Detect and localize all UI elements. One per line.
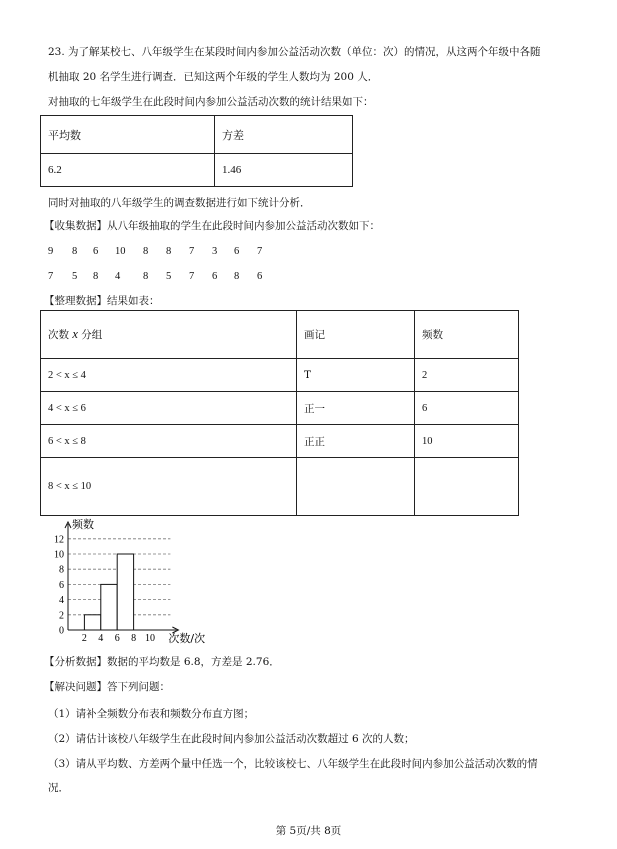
table2-tally-cell: T — [297, 359, 415, 392]
question-line-3: 对抽取的七年级学生在此段时间内参加公益活动次数的统计结果如下： — [48, 96, 374, 108]
x-tick-label: 2 — [81, 633, 87, 644]
y-tick-label: 10 — [54, 549, 64, 561]
y-tick-label: 2 — [59, 610, 64, 622]
page-footer: 第 5页/共 8页 — [275, 825, 342, 837]
table2-frequency-cell: 2 — [415, 359, 519, 392]
data-value: 8 — [143, 246, 149, 257]
organize-data-line: 【整理数据】结果如表： — [44, 295, 160, 307]
table2-header-tally: 画记 — [297, 311, 415, 359]
text-line-grade8: 同时对抽取的八年级学生的调查数据进行如下统计分析． — [48, 197, 311, 209]
data-value: 7 — [189, 271, 195, 282]
histogram-bar — [101, 584, 117, 630]
question-part-2: （2）请估计该校八年级学生在此段时间内参加公益活动次数超过 6 次的人数； — [48, 733, 415, 745]
y-tick-label: 12 — [54, 534, 64, 546]
table1-header-mean: 平均数 — [41, 116, 215, 154]
solve-line: 【解决问题】答下列问题： — [44, 681, 170, 693]
data-value: 6 — [234, 246, 240, 257]
data-value: 8 — [166, 246, 172, 257]
data-value: 7 — [189, 246, 195, 257]
table2-tally-cell: 正一 — [297, 392, 415, 425]
data-value: 6 — [212, 271, 218, 282]
y-axis-label: 频数 — [72, 518, 94, 531]
histogram-bar — [117, 554, 133, 630]
y-tick-label: 6 — [59, 579, 64, 591]
table1-variance-value: 1.46 — [215, 154, 353, 187]
y-tick-label: 4 — [59, 595, 64, 607]
question-part-1: （1）请补全频数分布表和频数分布直方图； — [48, 708, 255, 720]
x-tick-label: 4 — [98, 633, 104, 644]
data-value: 8 — [93, 271, 99, 282]
data-value: 8 — [72, 246, 78, 257]
collect-data-line: 【收集数据】从八年级抽取的学生在此段时间内参加公益活动次数如下： — [44, 220, 380, 232]
y-tick-label: 8 — [59, 564, 64, 576]
table1-mean-value: 6.2 — [41, 154, 215, 187]
data-value: 8 — [143, 271, 149, 282]
x-axis-label: 次数/次 — [168, 632, 206, 645]
table2-group-cell: 6 < x ≤ 8 — [41, 425, 297, 458]
data-value: 10 — [115, 246, 126, 257]
analysis-line: 【分析数据】数据的平均数是 6.8，方差是 2.76． — [44, 656, 280, 668]
x-tick-label: 10 — [145, 633, 155, 644]
data-value: 4 — [115, 271, 121, 282]
table1-header-variance: 方差 — [215, 116, 353, 154]
question-part-3-line-1: （3）请从平均数、方差两个量中任选一个，比较该校七、八年级学生在此段时间内参加公益活动次数的情 — [48, 758, 538, 770]
question-line-1: 23. 为了解某校七、八年级学生在某段时间内参加公益活动次数（单位：次）的情况，从这两个年级中各随 — [48, 46, 541, 58]
table2-tally-cell: 正正 — [297, 425, 415, 458]
histogram-bar — [84, 615, 100, 630]
x-tick-label: 8 — [131, 633, 137, 644]
data-value: 7 — [257, 246, 263, 257]
x-tick-label: 6 — [114, 633, 120, 644]
data-value: 3 — [212, 246, 218, 257]
table2-tally-cell-blank — [297, 458, 415, 516]
frequency-table — [40, 310, 519, 516]
table2-group-cell: 4 < x ≤ 6 — [41, 392, 297, 425]
data-value: 6 — [93, 246, 99, 257]
data-value: 6 — [257, 271, 263, 282]
table2-frequency-cell: 10 — [415, 425, 519, 458]
y-tick-label: 0 — [59, 625, 64, 637]
table2-header-frequency: 频数 — [415, 311, 519, 359]
data-value: 8 — [234, 271, 240, 282]
data-value: 9 — [48, 246, 54, 257]
frequency-histogram — [38, 518, 218, 646]
table2-frequency-cell-blank — [415, 458, 519, 516]
question-part-3-line-2: 况． — [48, 782, 69, 794]
grade7-stats-table — [40, 115, 353, 187]
table2-frequency-cell: 6 — [415, 392, 519, 425]
question-line-2: 机抽取 20 名学生进行调查．已知这两个年级的学生人数均为 200 人． — [48, 71, 379, 83]
table2-group-cell: 2 < x ≤ 4 — [41, 359, 297, 392]
data-value: 5 — [166, 271, 172, 282]
data-value: 7 — [48, 271, 54, 282]
data-value: 5 — [72, 271, 78, 282]
table2-header-group: 次数 x 分组 — [41, 311, 297, 359]
table2-group-cell: 8 < x ≤ 10 — [41, 458, 297, 516]
